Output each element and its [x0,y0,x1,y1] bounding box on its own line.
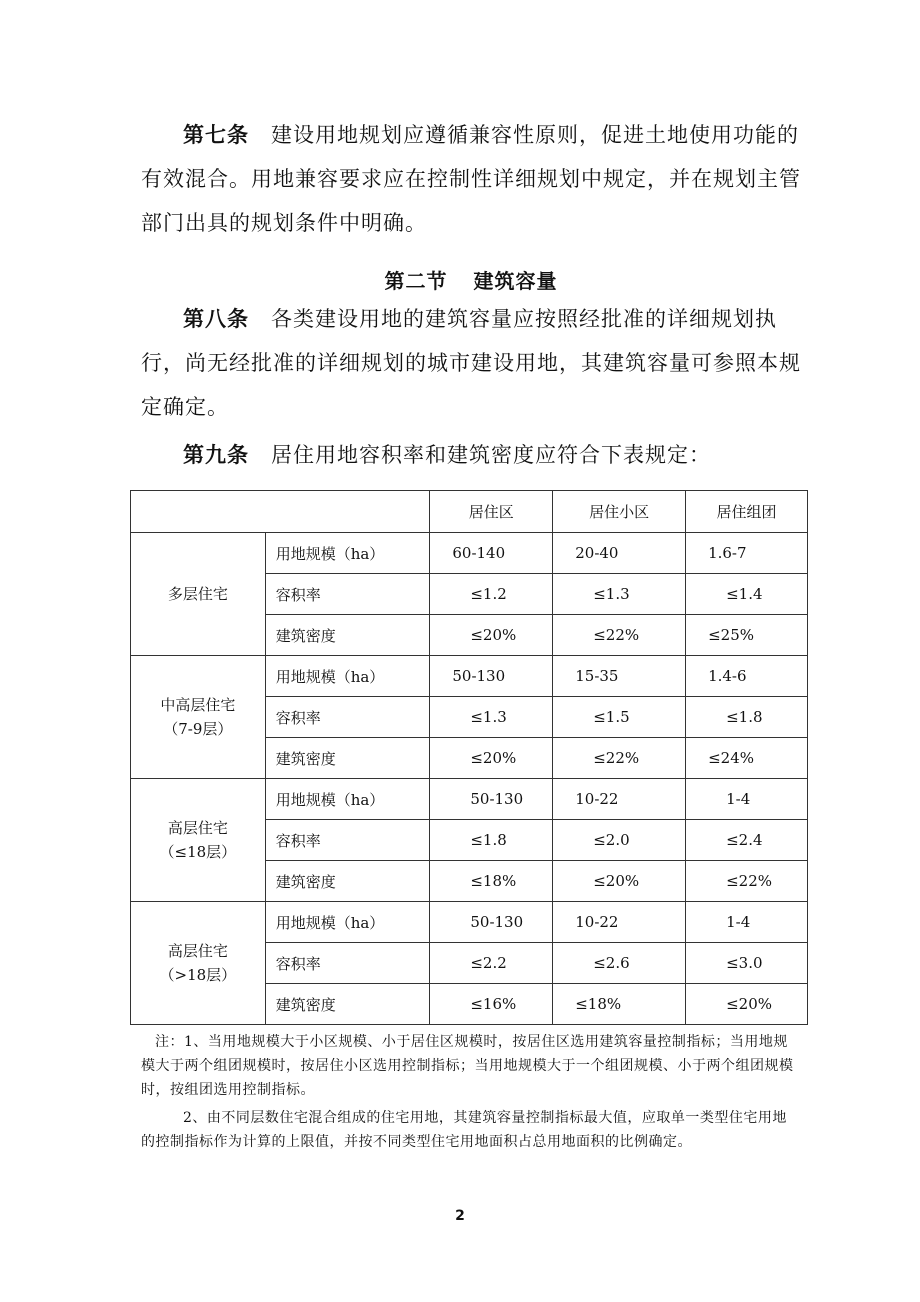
section-title [141,263,801,299]
col-header-residential-cluster: 居住组团 [686,491,808,533]
table-cell: 10-22 [553,779,686,820]
table-cell: ≤1.3 [553,574,686,615]
table-cell: ≤3.0 [686,943,808,984]
table-cell: 50-130 [430,656,553,697]
table-cell: ≤22% [553,738,686,779]
article-9-text: 居住用地容积率和建筑密度应符合下表规定： [271,443,711,467]
article-7-label: 第七条 [183,123,249,147]
table-corner-cell [131,491,430,533]
table-cell: 60-140 [430,533,553,574]
group-name: 高层住宅 [167,942,228,960]
metric-label: 容积率 [265,574,430,615]
table-cell: ≤22% [553,615,686,656]
table-row [131,533,808,574]
table-cell: ≤16% [430,984,553,1025]
table-cell: ≤22% [686,861,808,902]
group-floors: （7-9层） [163,720,233,738]
table-cell: 1.6-7 [686,533,808,574]
col-header-residential-quarter: 居住小区 [553,491,686,533]
table-cell: 10-22 [553,902,686,943]
table-cell: ≤18% [553,984,686,1025]
metric-label: 容积率 [265,943,430,984]
article-8 [141,297,801,429]
table-note-2: 2、由不同层数住宅混合组成的住宅用地，其建筑容量控制指标最大值，应取单一类型住宅用地的控制指标作为计算的上限值，并按不同类型住宅用地面积占总用地面积的比例确定。 [141,1110,787,1150]
table-cell: ≤25% [686,615,808,656]
row-group-label [131,779,266,902]
table-cell: ≤20% [430,738,553,779]
table-row [131,902,808,943]
page-number: 2 [455,1208,465,1224]
table-cell: 1-4 [686,902,808,943]
residential-density-table [130,490,808,1025]
group-floors: （>18层） [159,966,237,984]
col-header-residential-district: 居住区 [430,491,553,533]
metric-label: 建筑密度 [265,615,430,656]
table-cell: ≤2.0 [553,820,686,861]
table-cell: ≤1.2 [430,574,553,615]
table-cell: 50-130 [430,779,553,820]
group-name: 中高层住宅 [160,696,236,714]
table-note-1: 注：1、当用地规模大于小区规模、小于居住区规模时，按居住区选用建筑容量控制指标；当用地规模大于两个组团规模时，按居住小区选用控制指标；当用地规模大于一个组团规模、小于两个组团规模时，按组团选用控制指标。 [141,1034,794,1098]
table-cell: ≤20% [430,615,553,656]
article-8-text: 各类建设用地的建筑容量应按照经批准的详细规划执行，尚无经批准的详细规划的城市建设用地，其建筑容量可参照本规定确定。 [141,307,801,419]
article-7-text: 建设用地规划应遵循兼容性原则，促进土地使用功能的有效混合。用地兼容要求应在控制性详细规划中规定，并在规划主管部门出具的规划条件中明确。 [141,123,801,235]
table-header-row [131,491,808,533]
article-8-label: 第八条 [183,307,249,331]
table-cell: 50-130 [430,902,553,943]
table-cell: ≤18% [430,861,553,902]
table-cell: ≤1.3 [430,697,553,738]
article-9-label: 第九条 [183,443,249,467]
metric-label: 用地规模（ha） [265,779,430,820]
table-cell: ≤1.5 [553,697,686,738]
row-group-label [131,656,266,779]
metric-label: 容积率 [265,820,430,861]
table-cell: ≤24% [686,738,808,779]
section-number: 第二节 [384,269,448,293]
article-7 [141,113,801,245]
metric-label: 用地规模（ha） [265,902,430,943]
row-group-label [131,902,266,1025]
table-cell: ≤2.6 [553,943,686,984]
group-name: 高层住宅 [167,819,228,837]
metric-label: 用地规模（ha） [265,533,430,574]
table-row [131,656,808,697]
metric-label: 建筑密度 [265,738,430,779]
table-cell: ≤2.4 [686,820,808,861]
metric-label: 建筑密度 [265,861,430,902]
table-cell: ≤1.8 [686,697,808,738]
table-cell: 1-4 [686,779,808,820]
table-cell: ≤1.4 [686,574,808,615]
table-cell: ≤1.8 [430,820,553,861]
table-cell: 1.4-6 [686,656,808,697]
metric-label: 建筑密度 [265,984,430,1025]
group-name: 多层住宅 [167,585,228,603]
table-row [131,779,808,820]
table-cell: 20-40 [553,533,686,574]
table-cell: ≤20% [553,861,686,902]
section-name: 建筑容量 [473,269,558,293]
row-group-label [131,533,266,656]
table-cell: ≤20% [686,984,808,1025]
group-floors: （≤18层） [159,843,237,861]
metric-label: 容积率 [265,697,430,738]
table-cell: ≤2.2 [430,943,553,984]
article-9 [141,433,801,477]
metric-label: 用地规模（ha） [265,656,430,697]
table-cell: 15-35 [553,656,686,697]
